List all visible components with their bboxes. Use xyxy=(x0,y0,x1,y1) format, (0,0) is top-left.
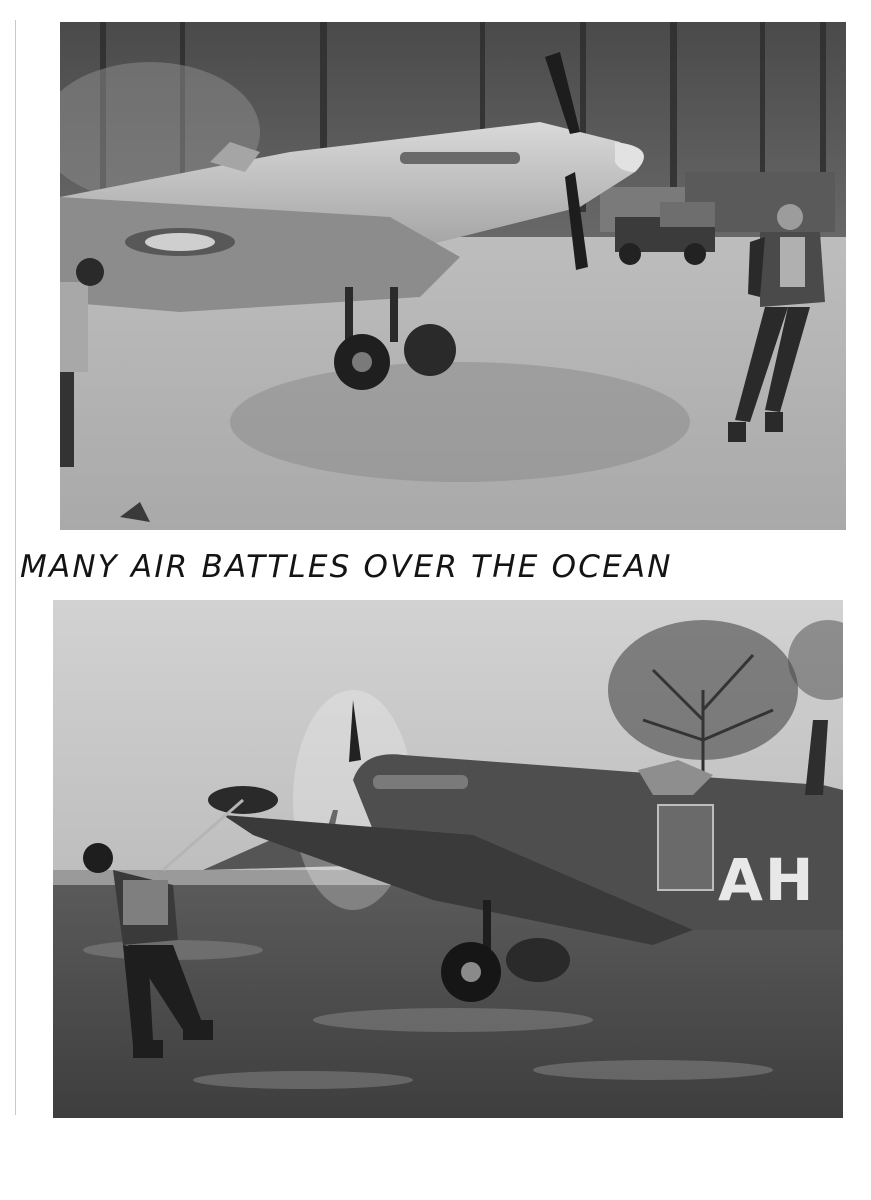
photo-bottom-spitfire-scramble xyxy=(53,600,843,1118)
aircraft-code-marking: AH xyxy=(718,846,816,914)
photo-bottom-image xyxy=(53,600,843,1118)
photo-top-spitfire-airfield xyxy=(60,22,846,530)
photo-top-image xyxy=(60,22,846,530)
page-edge-line xyxy=(15,20,16,1115)
page-headline: MANY AIR BATTLES OVER THE OCEAN xyxy=(20,549,673,585)
